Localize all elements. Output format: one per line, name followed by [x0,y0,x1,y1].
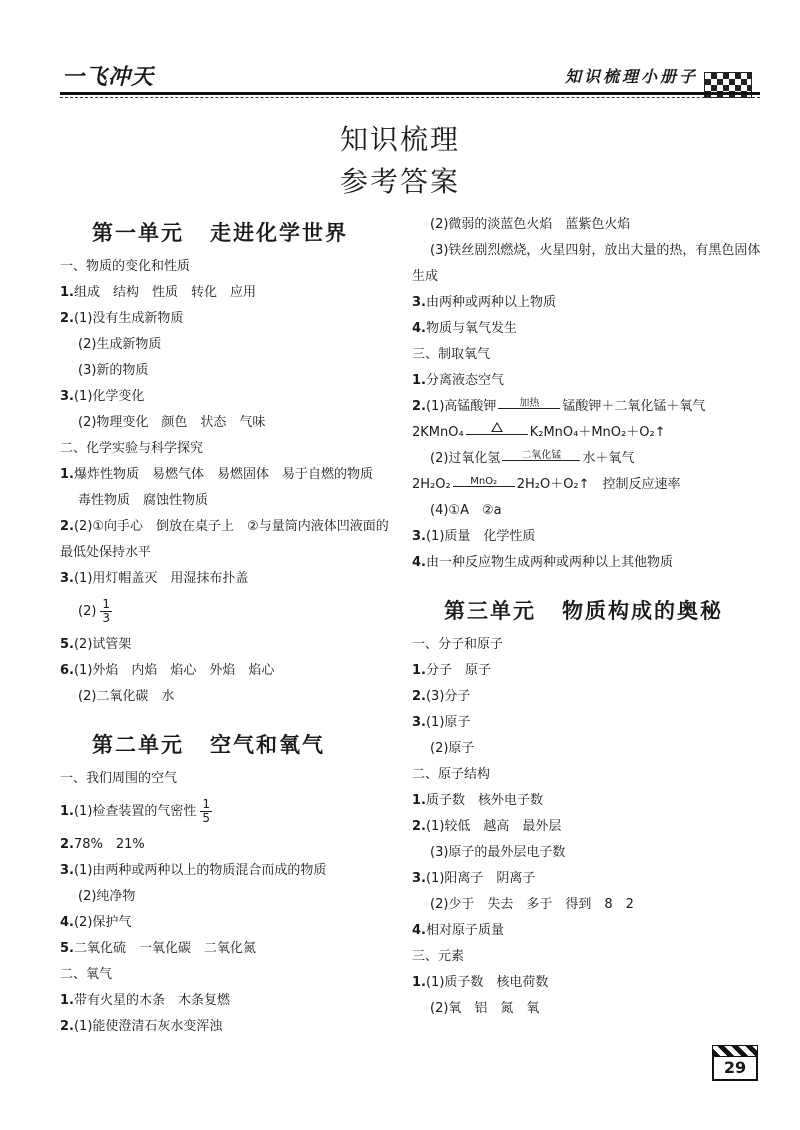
answer-line: 1.组成 结构 性质 转化 应用 [60,285,256,300]
heat-triangle-icon [491,422,503,432]
answer-line: (2)原子 [430,741,475,756]
page-title: 知识梳理 [339,123,460,156]
series-title: 知识梳理小册子 [565,67,699,86]
reaction-arrow [466,425,528,441]
section-heading: 三、元素 [412,949,465,964]
answer-line: 毒性物质 腐蚀性物质 [78,493,209,508]
right-column [412,212,772,1022]
answer-line: (2)生成新物质 [78,337,162,352]
answer-line: 5.(2)试管架 [60,637,132,652]
answer-line: 3.(1)原子 [412,715,471,730]
answer-line: 生成 [412,269,439,284]
equation-line: 2H₂O₂ MnO₂ 2H₂O＋O₂↑ 控制反应速率 [412,475,681,492]
answer-line: 4.由一种反应物生成两种或两种以上其他物质 [412,555,673,570]
page-number-badge [712,1045,758,1083]
answer-line: 2.(1)没有生成新物质 [60,311,184,326]
answer-line: (2)二氧化碳 水 [78,689,175,704]
answer-line: 6.(1)外焰 内焰 焰心 外焰 焰心 [60,663,275,678]
answer-line: 最低处保持水平 [60,545,152,560]
section-heading: 一、分子和原子 [412,637,504,652]
answer-line: 2.(1)能使澄清石灰水变浑浊 [60,1019,223,1034]
unit3-heading: 第三单元 物质构成的奥秘 [444,598,723,623]
barrier-stripes-icon [712,1045,758,1057]
answer-line: (2)微弱的淡蓝色火焰 蓝紫色火焰 [430,217,631,232]
answer-line: 2.(2)①向手心 倒放在桌子上 ②与量筒内液体凹液面的 [60,519,389,534]
answer-line: 3.(1)化学变化 [60,389,145,404]
equation-line: 2.(1)高锰酸钾 加热 锰酸钾＋二氧化锰＋氧气 [412,397,706,414]
page-header [0,0,800,110]
answer-line: 1.质子数 核外电子数 [412,793,543,808]
answer-line: (2)氧 铝 氮 氧 [430,1001,540,1016]
section-heading: 二、化学实验与科学探究 [60,441,204,456]
section-heading: 三、制取氧气 [412,347,491,362]
answer-line: (3)原子的最外层电子数 [430,845,566,860]
answer-line: 1.分离液态空气 [412,373,504,388]
answer-line: 1.(1)检查装置的气密性 $\frac{1}{5}$ [60,797,211,825]
equation-line: 2KMnO₄ K₂MnO₄＋MnO₂＋O₂↑ [412,420,772,446]
reaction-arrow: MnO₂ [453,477,515,493]
answer-line: (3)新的物质 [78,363,149,378]
answer-line: 5.二氧化硫 一氧化碳 二氧化氮 [60,941,256,956]
equation-line: (2)过氧化氢 二氧化锰 水＋氧气 [430,449,635,466]
unit1-heading: 第一单元 走进化学世界 [92,220,348,245]
section-heading: 二、氧气 [60,967,113,982]
header-dashed-rule [60,97,760,98]
answer-line: 3.(1)由两种或两种以上的物质混合而成的物质 [60,863,327,878]
section-heading: 二、原子结构 [412,767,491,782]
section-heading: 一、我们周围的空气 [60,771,178,786]
answer-line: 2.(1)较低 越高 最外层 [412,819,562,834]
answer-line: 1.爆炸性物质 易燃气体 易燃固体 易于自燃的物质 [60,467,373,482]
answer-line: 3.(1)阳离子 阴离子 [412,871,536,886]
answer-line: 1.分子 原子 [412,663,491,678]
answer-line: 1.(1)质子数 核电荷数 [412,975,549,990]
answer-line: (2)少于 失去 多于 得到 8 2 [430,897,634,912]
answer-line: (2)物理变化 颜色 状态 气味 [78,415,266,430]
answer-line: (2)纯净物 [78,889,136,904]
answer-line: (2) $\frac{1}{3}$ [78,597,111,625]
answer-line: 2.(3)分子 [412,689,471,704]
unit2-heading: 第二单元 空气和氧气 [92,732,325,757]
answer-line: 3.(1)质量 化学性质 [412,529,536,544]
answer-line: 4.(2)保护气 [60,915,132,930]
header-rule [60,92,760,95]
answer-line: (4)①A ②a [430,503,502,518]
answer-line: (3)铁丝剧烈燃烧，火星四射，放出大量的热，有黑色固体 [430,243,761,258]
answer-line: 3.(1)用灯帽盖灭 用湿抹布扑盖 [60,571,249,586]
left-column [60,212,400,1040]
page-subtitle: 参考答案 [339,165,460,198]
answer-line: 3.由两种或两种以上物质 [412,295,556,310]
reaction-arrow: 二氧化锰 [502,451,580,467]
answer-line: 4.相对原子质量 [412,923,504,938]
brand-logo: 一飞冲天 [62,64,155,90]
fraction: $\frac{1}{5}$ [202,797,211,825]
answer-line: 1.带有火星的木条 木条复燃 [60,993,230,1008]
answer-line: 2.78% 21% [60,837,145,852]
fraction: $\frac{1}{3}$ [102,597,111,625]
answer-line: 4.物质与氧气发生 [412,321,517,336]
section-heading: 一、物质的变化和性质 [60,259,191,274]
reaction-arrow: 加热 [498,399,560,415]
page-number: 29 [712,1057,758,1081]
